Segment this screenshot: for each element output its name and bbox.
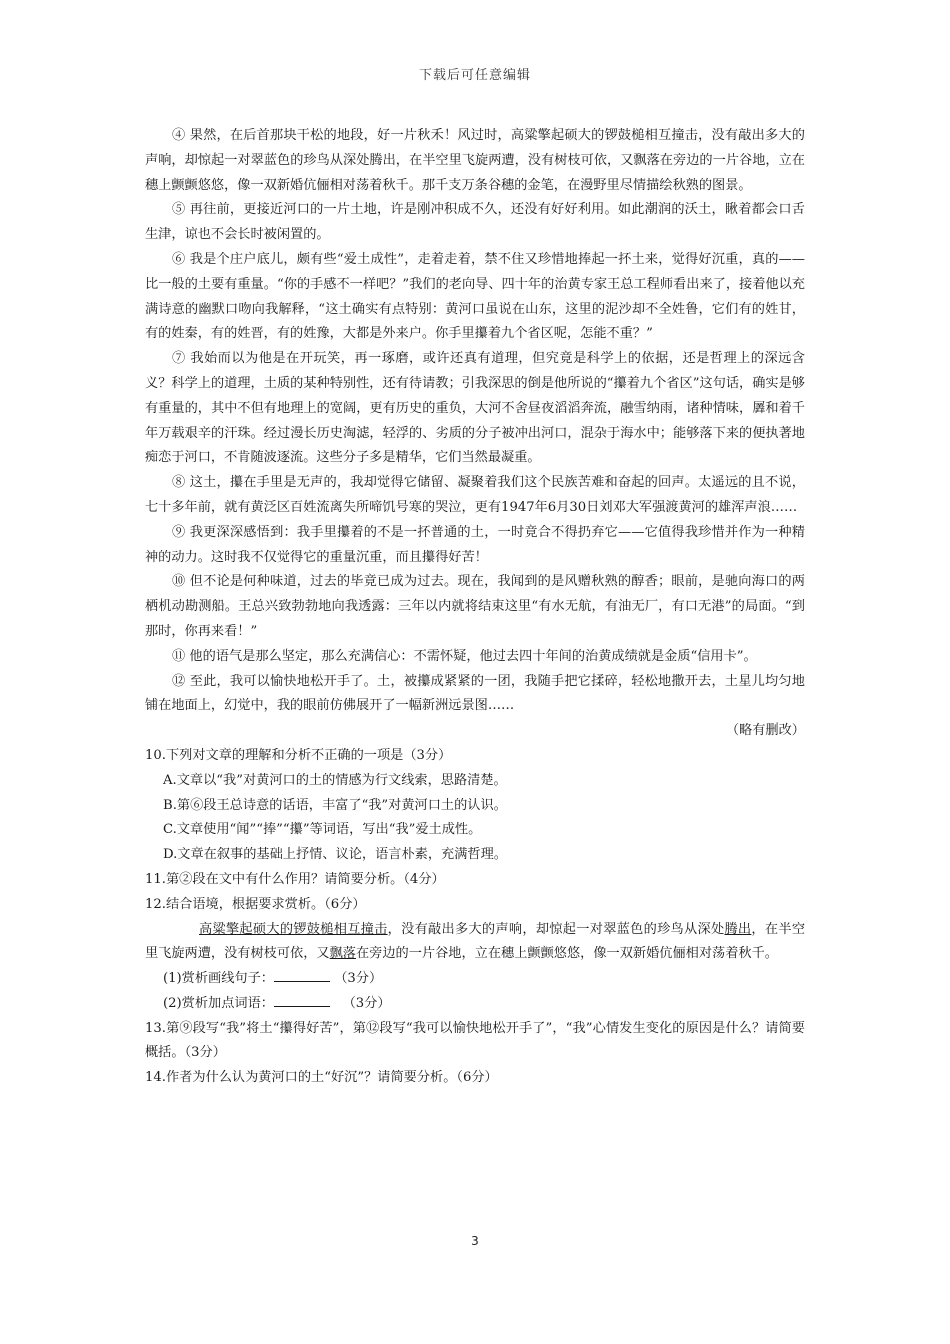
- paragraph-4: ④ 果然，在后首那块干松的地段，好一片秋禾！风过时，高粱擎起硕大的锣鼓槌相互撞击，没有敲出多大的声响，却惊起一对翠蓝色的珍鸟从深处腾出，在半空里飞旋两遭，没有树枝可依，又飘落在旁边的一片谷地，立在穗上颤颤悠悠，像一双新婚伉俪相对荡着秋千。那千支万条谷穗的金笔，在漫野里尽情描绘秋熟的图景。: [145, 128, 805, 193]
- document-body: [145, 124, 805, 1091]
- sub-2-label: (2)赏析加点词语：: [163, 995, 274, 1011]
- paragraph-8: ⑧ 这土，攥在手里是无声的，我却觉得它储留、凝聚着我们这个民族苦难和奋起的回声。太遥远的且不说，七十多年前，就有黄泛区百姓流离失所啼饥号寒的哭泣，更有1947年6月30日刘邓大军强渡黄河的雄浑声浪……: [145, 475, 805, 515]
- question-10-option-d: D.文章在叙事的基础上抒情、议论，语言朴素，充满哲理。: [163, 847, 507, 863]
- abridged-note: （略有删改）: [725, 723, 805, 739]
- question-13: 13.第⑨段写“我”将土“攥得好苦”，第⑫段写“我可以愉快地松开手了”，“我”心情发生变化的原因是什么？请简要概括。（3分）: [145, 1020, 805, 1061]
- answer-blank-2[interactable]: [274, 992, 330, 1007]
- question-12-sub-1: [145, 967, 805, 992]
- question-12-sub-2: [145, 992, 805, 1017]
- sub-1-label: (1)赏析画线句子：: [163, 971, 274, 987]
- question-10-option-c: C.文章使用“闻”“捧”“攥”等词语，写出“我”爱土成性。: [163, 822, 482, 838]
- question-12-stem: 12.结合语境，根据要求赏析。（6分）: [145, 896, 366, 912]
- question-10-option-a: A.文章以“我”对黄河口的土的情感为行文线索，思路清楚。: [163, 772, 507, 788]
- answer-blank-1[interactable]: [274, 967, 330, 982]
- passage-text-1: ，没有敲出多大的声响，却惊起一对翠蓝色的珍鸟从深处: [387, 921, 725, 937]
- question-14: 14.作者为什么认为黄河口的土“好沉”？请简要分析。（6分）: [145, 1070, 498, 1086]
- question-12-passage: [145, 918, 805, 968]
- dotted-word-2: 飘落: [329, 946, 356, 962]
- paragraph-6: ⑥ 我是个庄户底儿，颇有些“爱土成性”，走着走着，禁不住又珍惜地捧起一抔土来，觉得好沉重，真的——比一般的土要有重量。“你的手感不一样吧？”我们的老向导、四十年的治黄专家王总工程师看出来了，接着他以充满诗意的幽默口吻向我解释，“这土确实有点特别：黄河口虽说在山东，这里的泥沙却不全姓鲁，它们有的姓甘，有的姓秦，有的姓晋，有的姓豫，大都是外来户。你手里攥着九个省区呢，怎能不重？”: [145, 251, 805, 342]
- paragraph-5: ⑤ 再往前，更接近河口的一片土地，许是刚冲积成不久，还没有好好利用。如此潮润的沃土，瞅着都会口舌生津，谅也不会长时被闲置的。: [145, 202, 805, 243]
- paragraph-7: ⑦ 我始而以为他是在开玩笑，再一琢磨，或许还真有道理，但究竟是科学上的依据，还是哲理上的深远含义？科学上的道理，土质的某种特别性，还有待请教；引我深思的倒是他所说的“攥着九个省区”这句话，确实是够有重量的，其中不但有地理上的宽阔，更有历史的重负，大河不舍昼夜滔滔奔流，融雪纳雨，诸种情味，羼和着千年万载艰辛的汗珠。经过漫长历史淘滤，轻浮的、劣质的分子被冲出河口，混杂于海水中；能够落下来的便执著地痴恋于河口，不肯随波逐流。这些分子多是精华，它们当然最凝重。: [145, 351, 805, 466]
- passage-text-2: ，在半空里飞旋两遭，没有树枝可依，又: [145, 921, 806, 962]
- dotted-word-1: 腾出: [724, 921, 752, 937]
- paragraph-9: ⑨ 我更深深感悟到：我手里攥着的不是一抔普通的土，一时竟合不得扔弃它——它值得我珍惜并作为一种精神的动力。这时我不仅觉得它的重量沉重，而且攥得好苦！: [145, 524, 805, 565]
- question-10-stem: 10.下列对文章的理解和分析不正确的一项是（3分）: [145, 747, 452, 763]
- paragraph-11: ⑪ 他的语气是那么坚定，那么充满信心：不需怀疑，他过去四十年间的治黄成绩就是金质“信用卡”。: [172, 648, 757, 664]
- paragraph-12: ⑫ 至此，我可以愉快地松开手了。土，被攥成紧紧的一团，我随手把它揉碎，轻松地撒开去，土星儿均匀地铺在地面上，幻觉中，我的眼前仿佛展开了一幅新洲远景图……: [145, 673, 805, 714]
- page-header: 下载后可任意编辑: [418, 68, 531, 83]
- question-10-option-b: B.第⑥段王总诗意的话语，丰富了“我”对黄河口土的认识。: [163, 797, 507, 813]
- passage-text-3: 在旁边的一片谷地，立在穗上颤颤悠悠，像一双新婚伉俪相对荡着秋千。: [356, 946, 778, 962]
- underlined-sentence: 高粱擎起硕大的锣鼓槌相互撞击: [199, 921, 388, 937]
- sub-2-score: （3分）: [342, 995, 391, 1011]
- page-number: 3: [471, 1234, 479, 1248]
- sub-1-score: （3分）: [334, 971, 383, 987]
- question-11: 11.第②段在文中有什么作用？请简要分析。（4分）: [145, 871, 445, 887]
- paragraph-10: ⑩ 但不论是何种味道，过去的毕竟已成为过去。现在，我闻到的是风赠秋熟的醇香；眼前，是驰向海口的两栖机动勘测船。王总兴致勃勃地向我透露：三年以内就将结束这里“有水无航，有油无厂，有口无港”的局面。“到那时，你再来看！”: [145, 574, 805, 639]
